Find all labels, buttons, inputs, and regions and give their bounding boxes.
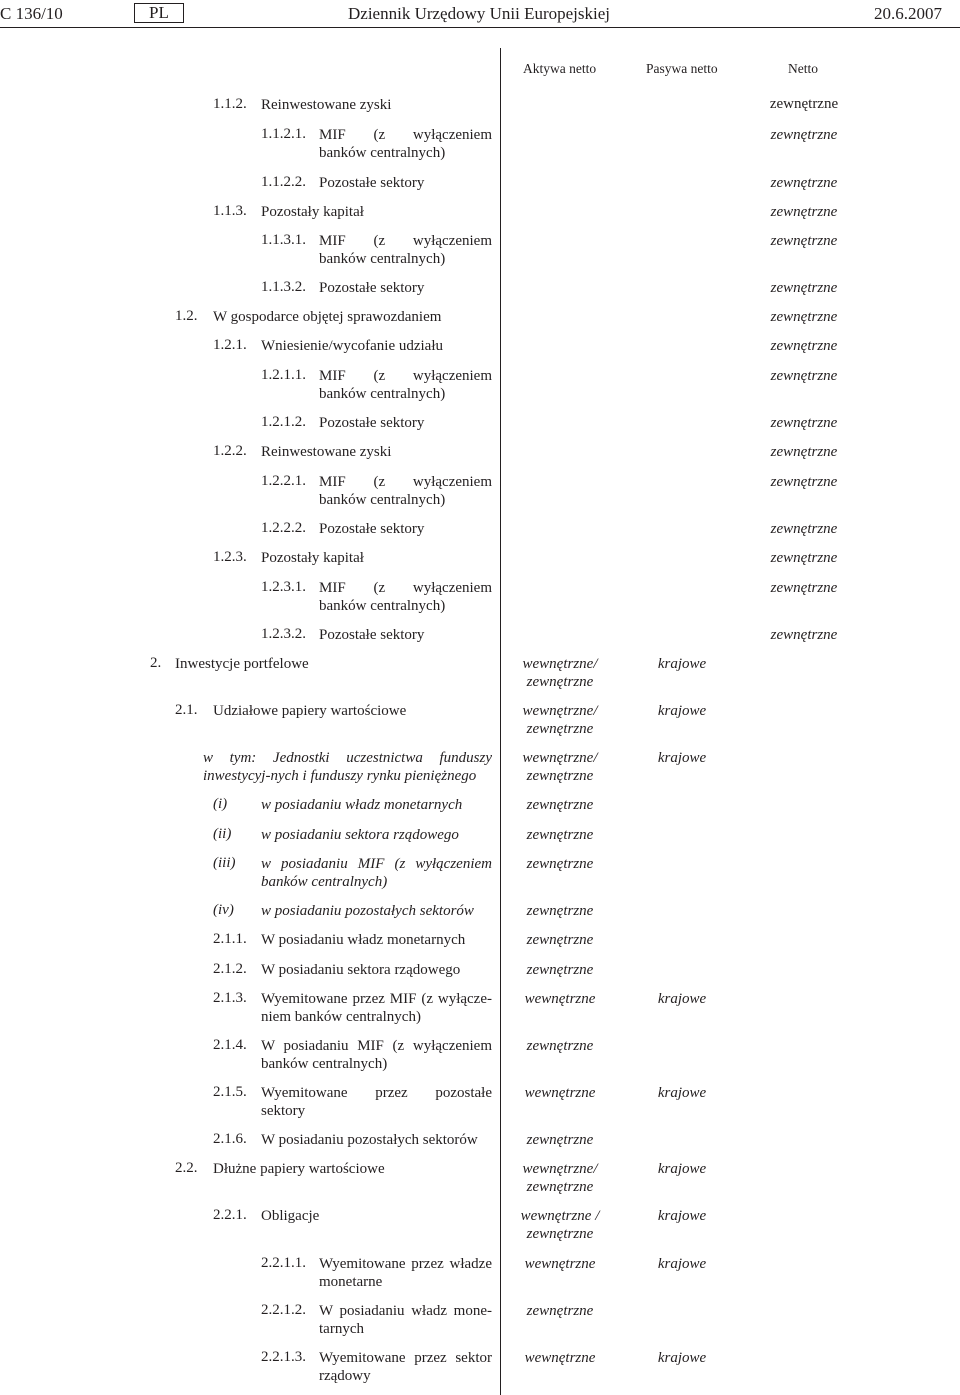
- netto-cell: zewnętrzne: [770, 474, 838, 490]
- pasywa-cell: krajowe: [657, 1085, 707, 1101]
- row-label: Wyemitowane przez sektor rządowy: [319, 1350, 492, 1384]
- netto-cell: zewnętrzne: [770, 368, 838, 384]
- netto-cell: zewnętrzne: [770, 415, 838, 431]
- row-label: Dłużne papiery wartościowe: [213, 1161, 385, 1177]
- pasywa-cell: krajowe: [657, 703, 707, 719]
- row-number: (i): [213, 796, 228, 812]
- row-number: 1.1.2.2.: [261, 174, 306, 190]
- netto-cell: zewnętrzne: [770, 627, 838, 643]
- aktywa-cell: zewnętrzne: [526, 856, 594, 872]
- column-header-aktywa: Aktywa netto: [523, 61, 597, 76]
- row-label: W posiadaniu władz monetarnych: [261, 932, 466, 948]
- column-header-netto: Netto: [788, 61, 818, 76]
- row-label: Pozostałe sektory: [319, 415, 425, 431]
- header-rule: [0, 27, 960, 28]
- page-header: [0, 0, 960, 28]
- aktywa-cell: wewnętrzne: [524, 1256, 596, 1272]
- row-label: w tym: Jednostki uczestnictwa funduszy inwestycyj-nych i funduszy rynku pieniężnego: [203, 750, 492, 784]
- aktywa-cell: wewnętrzne/ zewnętrzne: [522, 1161, 598, 1195]
- row-label: w posiadaniu MIF (z wyłączeniem banków centralnych): [261, 856, 492, 890]
- row-number: 2.1.5.: [213, 1084, 247, 1100]
- row-label: Pozostałe sektory: [319, 175, 425, 191]
- netto-cell: zewnętrzne: [770, 338, 838, 354]
- row-number: 2.2.1.1.: [261, 1255, 306, 1271]
- row-label: W posiadaniu sektora rządowego: [261, 962, 461, 978]
- column-header-pasywa: Pasywa netto: [646, 61, 718, 76]
- row-label: w posiadaniu pozostałych sektorów: [261, 903, 474, 919]
- row-label: Obligacje: [261, 1208, 320, 1224]
- row-label: Pozostałe sektory: [319, 521, 425, 537]
- row-number: 2.1.6.: [213, 1131, 247, 1147]
- aktywa-cell: wewnętrzne/ zewnętrzne: [522, 656, 598, 690]
- row-number: 1.1.2.: [213, 96, 247, 112]
- netto-cell: zewnętrzne: [770, 580, 838, 596]
- row-label: Pozostałe sektory: [319, 627, 425, 643]
- aktywa-cell: zewnętrzne: [526, 1303, 594, 1319]
- row-label: Reinwestowane zyski: [261, 97, 392, 113]
- netto-cell: zewnętrzne: [770, 309, 838, 325]
- row-number: 1.2.: [175, 308, 198, 324]
- row-number: 1.2.1.: [213, 337, 247, 353]
- row-number: 1.1.3.: [213, 203, 247, 219]
- aktywa-cell: wewnętrzne: [524, 1350, 596, 1366]
- row-number: 1.1.2.1.: [261, 126, 306, 142]
- aktywa-cell: wewnętrzne: [524, 1085, 596, 1101]
- row-number: 1.2.2.1.: [261, 473, 306, 489]
- row-number: 1.2.3.2.: [261, 626, 306, 642]
- publication-date: 20.6.2007: [874, 4, 942, 23]
- row-label: W posiadaniu MIF (z wyłączeniem banków centralnych): [261, 1038, 492, 1072]
- aktywa-cell: wewnętrzne / zewnętrzne: [520, 1208, 600, 1242]
- page-reference: C 136/10: [0, 4, 63, 23]
- netto-cell: zewnętrzne: [770, 175, 838, 191]
- row-label: Inwestycje portfelowe: [175, 656, 309, 672]
- row-number: 2.2.1.: [213, 1207, 247, 1223]
- netto-cell: zewnętrzne: [770, 233, 838, 249]
- row-label: Pozostały kapitał: [261, 550, 364, 566]
- row-number: 1.2.2.2.: [261, 520, 306, 536]
- aktywa-cell: zewnętrzne: [526, 797, 594, 813]
- row-label: W posiadaniu pozostałych sektorów: [261, 1132, 478, 1148]
- row-number: 2.2.1.3.: [261, 1349, 306, 1365]
- netto-cell: zewnętrzne: [770, 444, 838, 460]
- row-number: 1.1.3.2.: [261, 279, 306, 295]
- row-label: MIF (z wyłączeniem banków centralnych): [319, 127, 492, 161]
- row-number: 2.1.2.: [213, 961, 247, 977]
- row-number: 1.2.1.1.: [261, 367, 306, 383]
- aktywa-cell: wewnętrzne: [524, 991, 596, 1007]
- row-number: 1.2.3.1.: [261, 579, 306, 595]
- row-label: MIF (z wyłączeniem banków centralnych): [319, 368, 492, 402]
- row-number: 2.2.: [175, 1160, 198, 1176]
- row-number: 2.1.1.: [213, 931, 247, 947]
- row-number: (iii): [213, 855, 236, 871]
- aktywa-cell: wewnętrzne/ zewnętrzne: [522, 703, 598, 737]
- pasywa-cell: krajowe: [657, 1350, 707, 1366]
- row-number: 2.1.3.: [213, 990, 247, 1006]
- aktywa-cell: wewnętrzne/ zewnętrzne: [522, 750, 598, 784]
- row-label: MIF (z wyłączeniem banków centralnych): [319, 233, 492, 267]
- row-label: Pozostały kapitał: [261, 204, 364, 220]
- row-label: w posiadaniu władz monetarnych: [261, 797, 463, 813]
- netto-cell: zewnętrzne: [770, 521, 838, 537]
- row-number: 2.: [150, 655, 162, 671]
- row-number: 2.1.4.: [213, 1037, 247, 1053]
- netto-cell: zewnętrzne: [770, 127, 838, 143]
- row-label: Pozostałe sektory: [319, 280, 425, 296]
- row-number: 1.2.1.2.: [261, 414, 306, 430]
- netto-cell: zewnętrzne: [770, 550, 838, 566]
- row-label: W gospodarce objętej sprawozdaniem: [213, 309, 442, 325]
- netto-cell: zewnętrzne: [769, 96, 839, 112]
- pasywa-cell: krajowe: [657, 1161, 707, 1177]
- aktywa-cell: zewnętrzne: [526, 827, 594, 843]
- row-label: Udziałowe papiery wartościowe: [213, 703, 407, 719]
- row-number: (iv): [213, 902, 234, 918]
- netto-cell: zewnętrzne: [770, 204, 838, 220]
- journal-title: Dziennik Urzędowy Unii Europejskiej: [348, 4, 611, 23]
- row-label: Reinwestowane zyski: [261, 444, 392, 460]
- language-badge: PL: [134, 3, 184, 23]
- row-number: 1.1.3.1.: [261, 232, 306, 248]
- aktywa-cell: zewnętrzne: [526, 1038, 594, 1054]
- pasywa-cell: krajowe: [657, 750, 707, 766]
- pasywa-cell: krajowe: [657, 991, 707, 1007]
- row-label: MIF (z wyłączeniem banków centralnych): [319, 580, 492, 614]
- row-label: W posiadaniu władz mone-tarnych: [319, 1303, 492, 1337]
- row-label: Wyemitowane przez MIF (z wyłącze-niem banków centralnych): [261, 991, 492, 1025]
- row-number: 1.2.3.: [213, 549, 247, 565]
- aktywa-cell: zewnętrzne: [526, 1132, 594, 1148]
- aktywa-cell: zewnętrzne: [526, 962, 594, 978]
- row-number: 2.2.1.2.: [261, 1302, 306, 1318]
- row-label: Wyemitowane przez władze monetarne: [319, 1256, 492, 1290]
- row-number: 2.1.: [175, 702, 198, 718]
- row-label: w posiadaniu sektora rządowego: [261, 827, 459, 843]
- row-label: MIF (z wyłączeniem banków centralnych): [319, 474, 492, 508]
- row-label: Wniesienie/wycofanie udziału: [261, 338, 444, 354]
- pasywa-cell: krajowe: [657, 1208, 707, 1224]
- aktywa-cell: zewnętrzne: [526, 932, 594, 948]
- pasywa-cell: krajowe: [657, 656, 707, 672]
- pasywa-cell: krajowe: [657, 1256, 707, 1272]
- netto-cell: zewnętrzne: [770, 280, 838, 296]
- row-number: 1.2.2.: [213, 443, 247, 459]
- row-label: Wyemitowane przez pozostałe sektory: [261, 1085, 492, 1119]
- row-number: (ii): [213, 826, 232, 842]
- aktywa-cell: zewnętrzne: [526, 903, 594, 919]
